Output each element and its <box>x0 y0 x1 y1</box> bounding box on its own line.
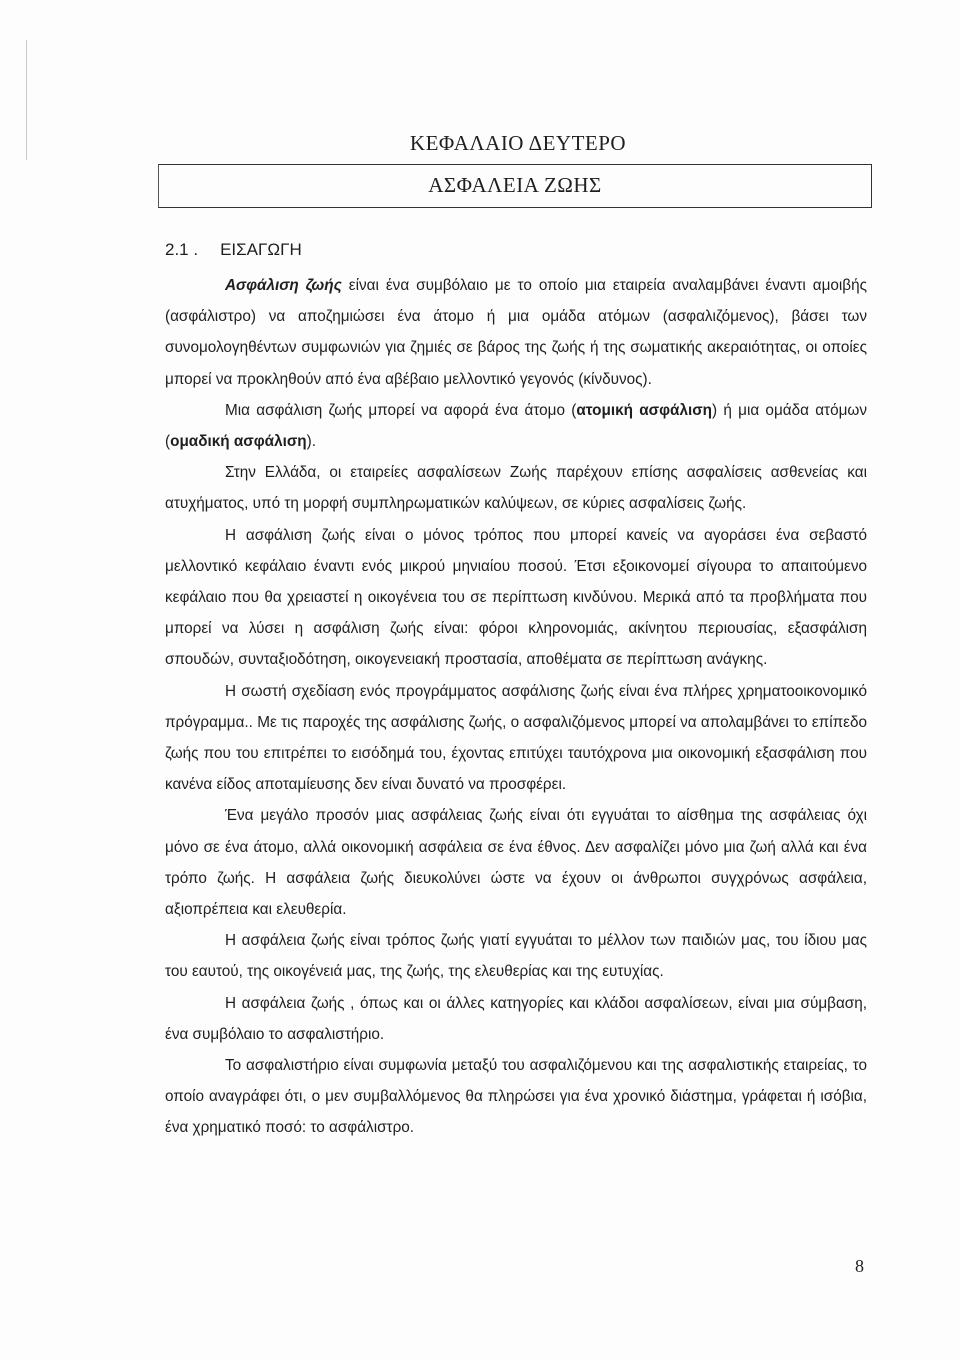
page-number: 8 <box>855 1256 864 1276</box>
chapter-title: ΑΣΦΑΛΕΙΑ ΖΩΗΣ <box>428 173 602 197</box>
chapter-title-box <box>158 164 872 208</box>
scan-edge-mark <box>26 40 27 160</box>
paragraph-7: Η ασφάλεια ζωής είναι τρόπος ζωής γιατί εγγυάται το μέλλον των παιδιών μας, του ίδιου μας του εαυτού, της οικογένειά μας, της ζωής, της ελευθερίας και της ευτυχίας. <box>165 932 867 981</box>
paragraph-5: Η σωστή σχεδίαση ενός προγράμματος ασφάλισης ζωής είναι ένα πλήρες χρηματοοικονομικό πρόγραμμα.. Με τις παροχές της ασφάλισης ζωής, ο ασφαλιζόμενος μπορεί να απολαμβάνει το επίπεδο ζωής που του επιτρέπει το εισόδημά του, έχοντας επιτύχει ταυτόχρονα μια οικονομική εξασφάλιση που κανένα είδος αποταμίευσης δεν είναι δυνατό να προσφέρει. <box>165 682 867 794</box>
paragraph-1 <box>165 270 867 395</box>
paragraph-2-text-d: ). <box>306 433 317 451</box>
paragraph-4: Η ασφάλιση ζωής είναι ο μόνος τρόπος που μπορεί κανείς να αγοράσει ένα σεβαστό μελλοντικό κεφάλαιο έναντι ενός μικρού μηνιαίου ποσού. Έτσι εξοικονομεί σίγουρα το απαιτούμενο κεφάλαιο που θα χρειαστεί η οικογένεια του σε περίπτωση κινδύνου. Μερικά από τα προβλήματα που μπορεί να λύσει η ασφάλιση ζωής είναι: φόροι κληρονομιάς, ακίνητου περιουσίας, εξασφάλιση σπουδών, συνταξιοδότηση, οικογενειακή προστασία, αποθέματα σε περίπτωση ανάγκης. <box>165 526 867 669</box>
body-text <box>165 270 867 1144</box>
paragraph-1-text: είναι ένα συμβόλαιο με το οποίο μια εταιρεία αναλαμβάνει έναντι αμοιβής (ασφάλιστρο) να αποζημιώσει ένα άτομο ή μια ομάδα ατόμων (ασφαλιζόμενος), βάσει των συνομολογηθέντων συμφωνιών για ζημιές σε βάρος της ζωής ή της σωματικής ακεραιότητας, οι οποίες μπορεί να προκληθούν από ένα αβέβαιο μελλοντικό γεγονός (κίνδυνος). <box>165 277 867 388</box>
term-life-insurance: Ασφάλιση ζωής <box>225 277 342 294</box>
term-group-insurance: ομαδική ασφάλιση <box>170 433 307 451</box>
paragraph-6: Ένα μεγάλο προσόν μιας ασφάλειας ζωής είναι ότι εγγυάται το αίσθημα της ασφάλειας όχι μόνο σε ένα άτομο, αλλά οικονομική ασφάλεια σε ένα έθνος. Δεν ασφαλίζει μόνο μια ζωή αλλά και ένα τρόπο ζωής. Η ασφάλεια ζωής διευκολύνει ώστε να έχουν οι άνθρωποι συγχρόνως ασφάλεια, αξιοπρέπεια και ελευθερία. <box>165 807 867 919</box>
paragraph-2-text-a: Μια ασφάλιση ζωής μπορεί να αφορά ένα άτομο ( <box>225 401 577 419</box>
paragraph-8: Η ασφάλεια ζωής , όπως και οι άλλες κατηγορίες και κλάδοι ασφαλίσεων, είναι μια σύμβαση, ένα συμβόλαιο το ασφαλιστήριο. <box>165 994 867 1043</box>
term-individual-insurance: ατομική ασφάλιση <box>576 401 713 419</box>
paragraph-2 <box>165 395 867 457</box>
section-heading <box>165 240 302 260</box>
paragraph-2-text-c: ) ή μια ομάδα ατόμων ( <box>165 401 868 451</box>
paragraph-9: Το ασφαλιστήριο είναι συμφωνία μεταξύ του ασφαλιζόμενου και της ασφαλιστικής εταιρείας, το οποίο αναγράφει ότι, ο μεν συμβαλλόμενος θα πληρώσει για ένα χρονικό διάστημα, γράφεται ή ισόβια, ένα χρηματικό ποσό: το ασφάλιστρο. <box>165 1057 867 1137</box>
section-number: 2.1 . <box>165 240 199 259</box>
chapter-label: ΚΕΦΑΛΑΙΟ ΔΕΥΤΕΡΟ <box>409 131 627 155</box>
section-title: ΕΙΣΑΓΩΓΗ <box>220 240 302 259</box>
paragraph-3: Στην Ελλάδα, οι εταιρείες ασφαλίσεων Ζωής παρέχουν επίσης ασφαλίσεις ασθενείας και ατυχήματος, υπό τη μορφή συμπληρωματικών καλύψεων, σε κύριες ασφαλίσεις ζωής. <box>165 464 867 513</box>
